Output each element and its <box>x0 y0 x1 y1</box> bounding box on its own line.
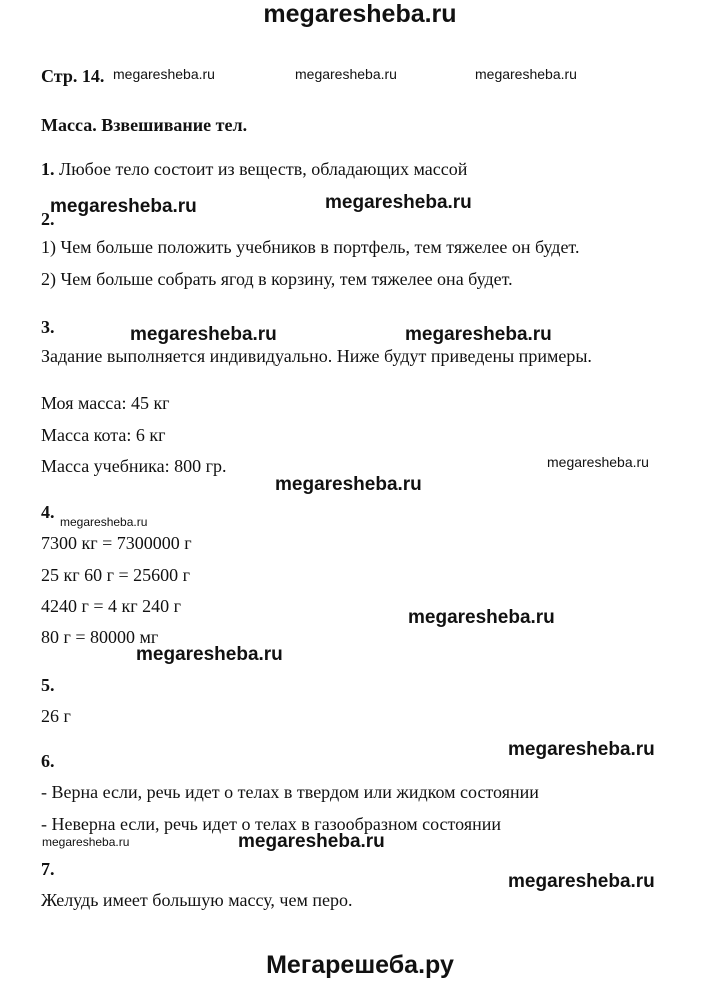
watermark-big: megaresheba.ru <box>405 324 552 345</box>
watermark-big: megaresheba.ru <box>275 474 422 495</box>
watermark-big: megaresheba.ru <box>136 644 283 665</box>
task-number: 4. <box>41 502 55 522</box>
watermark-small: megaresheba.ru <box>60 515 148 529</box>
watermark-small: megaresheba.ru <box>475 66 577 82</box>
task-line: Моя масса: 45 кг <box>41 393 170 413</box>
task-line: 2) Чем больше собрать ягод в корзину, тем тяжелее она будет. <box>41 269 513 289</box>
page-reference: Стр. 14. <box>41 66 105 86</box>
task-line: - Верна если, речь идет о телах в твердом или жидком состоянии <box>41 782 539 802</box>
task-line: Масса учебника: 800 гр. <box>41 456 227 476</box>
task-number: 2. <box>41 209 55 229</box>
watermark-big: megaresheba.ru <box>325 192 472 213</box>
task-number: 6. <box>41 751 55 771</box>
task-answer: 26 г <box>41 706 71 726</box>
task-line: 7300 кг = 7300000 г <box>41 533 192 553</box>
section-title: Масса. Взвешивание тел. <box>41 115 248 135</box>
watermark-small: megaresheba.ru <box>113 66 215 82</box>
task-text: Желудь имеет большую массу, чем перо. <box>41 890 353 910</box>
task-line: 4240 г = 4 кг 240 г <box>41 596 182 616</box>
bottom-watermark: Мегарешеба.ру <box>266 951 454 979</box>
task-line: 1) Чем больше положить учебников в портфель, тем тяжелее он будет. <box>41 237 580 257</box>
watermark-big: megaresheba.ru <box>508 739 655 760</box>
watermark-small: megaresheba.ru <box>42 835 130 849</box>
task-line: - Неверна если, речь идет о телах в газообразном состоянии <box>41 814 502 834</box>
watermark-big: megaresheba.ru <box>130 324 277 345</box>
watermark-big: megaresheba.ru <box>50 196 197 217</box>
task-number: 1. <box>41 159 55 179</box>
watermark-small: megaresheba.ru <box>547 454 649 470</box>
task-line: 80 г = 80000 мг <box>41 627 159 647</box>
task-intro: Задание выполняется индивидуально. Ниже будут приведены примеры. <box>41 346 592 366</box>
task-line: Масса кота: 6 кг <box>41 425 166 445</box>
task-1 <box>41 158 467 180</box>
task-text: Любое тело состоит из веществ, обладающих массой <box>59 159 468 179</box>
top-watermark: megaresheba.ru <box>263 0 457 28</box>
task-line: 25 кг 60 г = 25600 г <box>41 565 191 585</box>
task-number: 5. <box>41 675 55 695</box>
watermark-small: megaresheba.ru <box>295 66 397 82</box>
watermark-big: megaresheba.ru <box>408 607 555 628</box>
watermark-big: megaresheba.ru <box>508 871 655 892</box>
task-number: 7. <box>41 859 55 879</box>
task-number: 3. <box>41 317 55 337</box>
watermark-big: megaresheba.ru <box>238 831 385 852</box>
